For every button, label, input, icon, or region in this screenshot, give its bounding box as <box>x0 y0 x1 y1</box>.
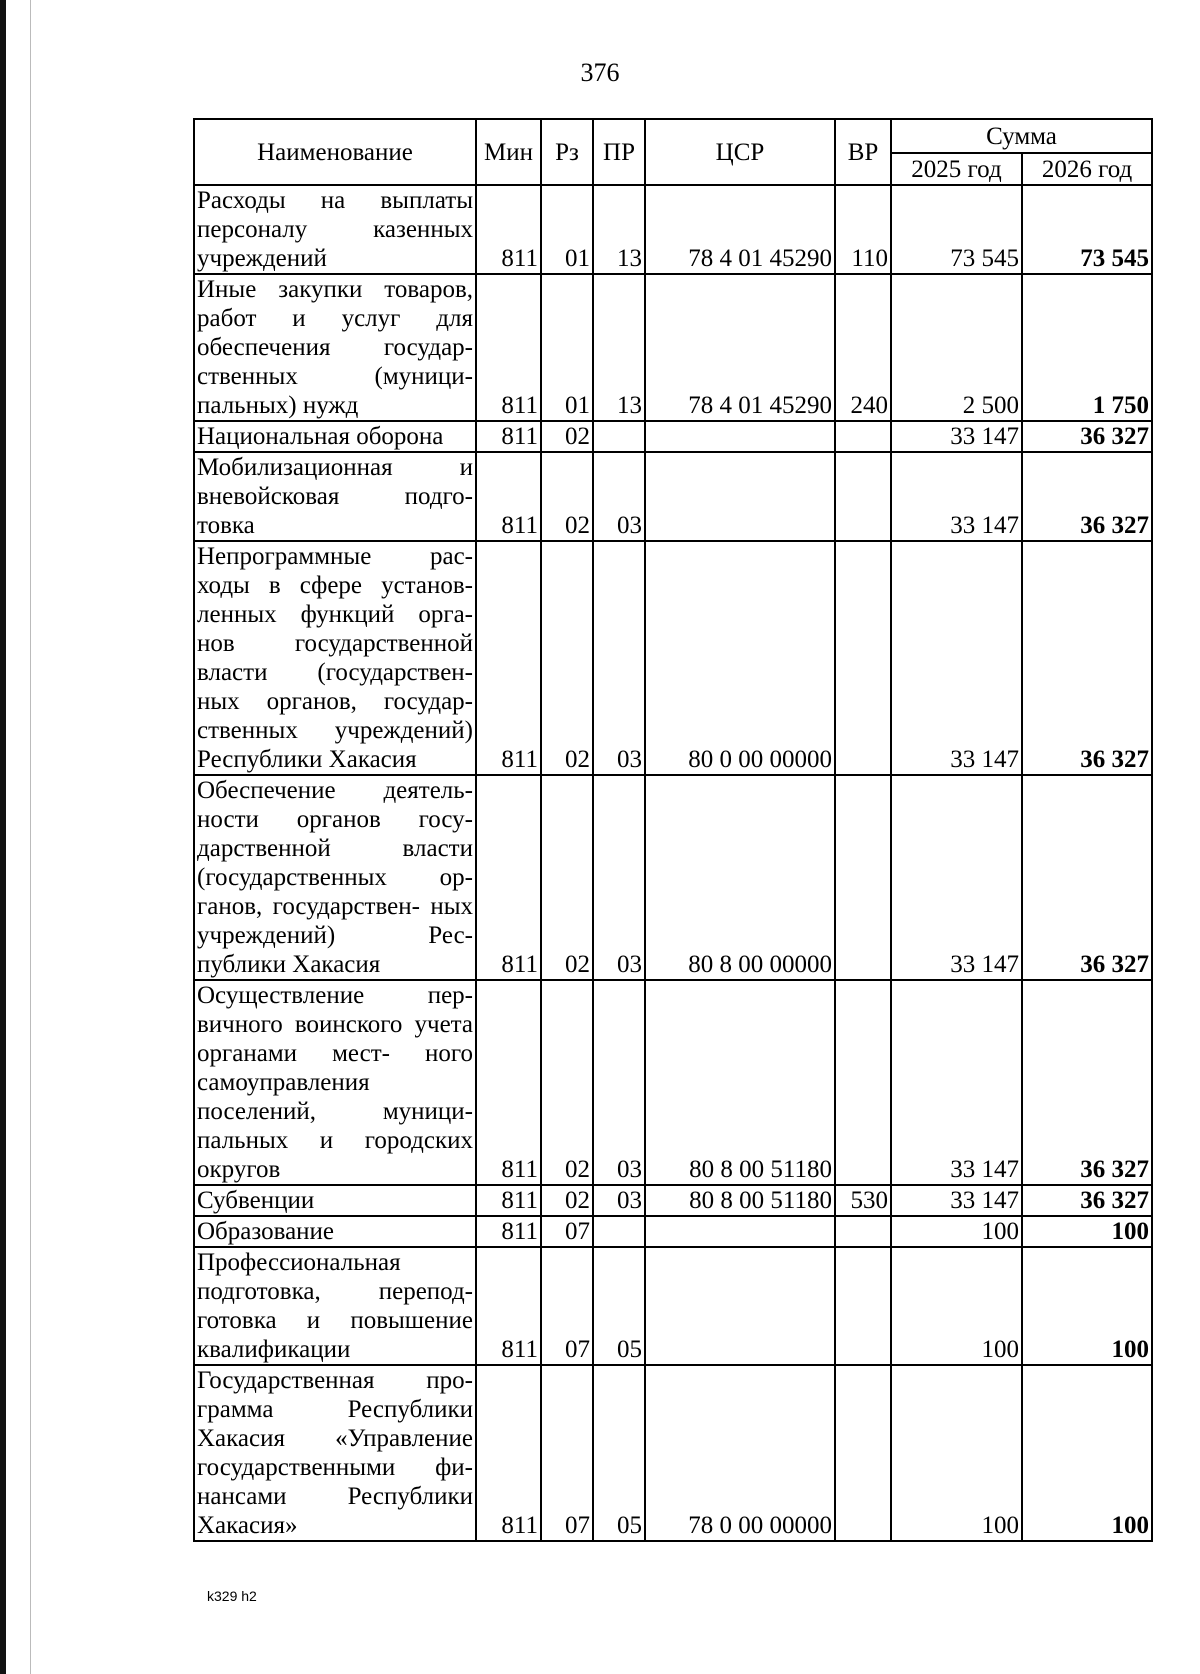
cell-2026: 100 <box>1022 1365 1152 1541</box>
cell-name: Непрограммные рас- ходы в сфере установ- ленных функций орга- нов государственной власти (государствен- ных органов, государ- ственных учреждений) Республики Хакасия <box>194 541 476 775</box>
header-vr: ВР <box>835 119 891 185</box>
cell-name: Государственная про- грамма Республики Хакасия «Управление государственными фи- нансами Республики Хакасия» <box>194 1365 476 1541</box>
cell-2026: 36 327 <box>1022 452 1152 541</box>
cell-pr <box>593 421 645 452</box>
budget-table <box>193 118 1153 1542</box>
cell-min: 811 <box>476 1216 541 1247</box>
cell-vr: 240 <box>835 274 891 421</box>
cell-pr: 03 <box>593 452 645 541</box>
cell-2026: 73 545 <box>1022 185 1152 274</box>
cell-name: Осуществление пер- вичного воинского учета органами мест- ного самоуправления поселений, муници- пальных и городских округов <box>194 980 476 1185</box>
cell-2025: 33 147 <box>891 421 1022 452</box>
cell-csr <box>645 452 835 541</box>
cell-name: Иные закупки товаров, работ и услуг для обеспечения государ- ственных (муници- пальных) нужд <box>194 274 476 421</box>
cell-rz: 07 <box>541 1365 593 1541</box>
header-row <box>194 119 1152 153</box>
footer-code: k329 h2 <box>207 1588 257 1604</box>
cell-min: 811 <box>476 185 541 274</box>
cell-rz: 01 <box>541 185 593 274</box>
cell-2026: 100 <box>1022 1216 1152 1247</box>
cell-csr: 80 0 00 00000 <box>645 541 835 775</box>
cell-pr: 03 <box>593 1185 645 1216</box>
table-row <box>194 452 1152 541</box>
cell-name: Мобилизационная и вневойсковая подго- товка <box>194 452 476 541</box>
cell-2025: 2 500 <box>891 274 1022 421</box>
cell-name: Образование <box>194 1216 476 1247</box>
scan-line <box>30 0 31 1674</box>
cell-vr <box>835 1247 891 1365</box>
cell-vr: 530 <box>835 1185 891 1216</box>
cell-vr <box>835 1365 891 1541</box>
cell-2025: 100 <box>891 1247 1022 1365</box>
cell-csr: 78 4 01 45290 <box>645 185 835 274</box>
cell-name: Национальная оборона <box>194 421 476 452</box>
table-row <box>194 274 1152 421</box>
cell-pr: 13 <box>593 274 645 421</box>
cell-pr: 03 <box>593 775 645 980</box>
cell-csr <box>645 421 835 452</box>
cell-vr <box>835 541 891 775</box>
cell-2025: 33 147 <box>891 980 1022 1185</box>
cell-pr: 05 <box>593 1365 645 1541</box>
cell-pr: 13 <box>593 185 645 274</box>
cell-pr: 05 <box>593 1247 645 1365</box>
cell-2025: 33 147 <box>891 452 1022 541</box>
cell-rz: 01 <box>541 274 593 421</box>
cell-2025: 100 <box>891 1216 1022 1247</box>
cell-vr: 110 <box>835 185 891 274</box>
table-row <box>194 1247 1152 1365</box>
header-pr: ПР <box>593 119 645 185</box>
cell-rz: 07 <box>541 1247 593 1365</box>
cell-name: Профессиональная подготовка, перепод- готовка и повышение квалификации <box>194 1247 476 1365</box>
cell-csr: 80 8 00 00000 <box>645 775 835 980</box>
cell-name: Субвенции <box>194 1185 476 1216</box>
cell-min: 811 <box>476 452 541 541</box>
page-number: 376 <box>580 58 620 87</box>
cell-min: 811 <box>476 775 541 980</box>
cell-vr <box>835 421 891 452</box>
cell-vr <box>835 980 891 1185</box>
cell-min: 811 <box>476 541 541 775</box>
header-sum: Сумма <box>891 119 1152 153</box>
table-row <box>194 185 1152 274</box>
cell-min: 811 <box>476 274 541 421</box>
cell-csr <box>645 1247 835 1365</box>
table-row <box>194 1365 1152 1541</box>
cell-name: Обеспечение деятель- ности органов госу- дарственной власти (государственных ор- ганов, государствен- ных учреждений) Рес- публики Хакасия <box>194 775 476 980</box>
cell-min: 811 <box>476 1365 541 1541</box>
cell-rz: 02 <box>541 541 593 775</box>
cell-2025: 33 147 <box>891 775 1022 980</box>
cell-min: 811 <box>476 980 541 1185</box>
cell-csr <box>645 1216 835 1247</box>
table-row <box>194 980 1152 1185</box>
table-body <box>194 185 1152 1541</box>
header-year-2026: 2026 год <box>1022 153 1152 185</box>
cell-min: 811 <box>476 1247 541 1365</box>
cell-csr: 78 0 00 00000 <box>645 1365 835 1541</box>
cell-csr: 80 8 00 51180 <box>645 1185 835 1216</box>
cell-min: 811 <box>476 421 541 452</box>
cell-vr <box>835 775 891 980</box>
table-row <box>194 1185 1152 1216</box>
cell-2025: 73 545 <box>891 185 1022 274</box>
cell-vr <box>835 1216 891 1247</box>
cell-rz: 07 <box>541 1216 593 1247</box>
table-row <box>194 775 1152 980</box>
cell-rz: 02 <box>541 775 593 980</box>
cell-pr: 03 <box>593 980 645 1185</box>
cell-pr <box>593 1216 645 1247</box>
cell-vr <box>835 452 891 541</box>
cell-2026: 36 327 <box>1022 421 1152 452</box>
table-row <box>194 1216 1152 1247</box>
cell-rz: 02 <box>541 1185 593 1216</box>
cell-min: 811 <box>476 1185 541 1216</box>
header-rz: Рз <box>541 119 593 185</box>
header-year-2025: 2025 год <box>891 153 1022 185</box>
cell-2026: 1 750 <box>1022 274 1152 421</box>
table-row <box>194 541 1152 775</box>
cell-pr: 03 <box>593 541 645 775</box>
cell-csr: 78 4 01 45290 <box>645 274 835 421</box>
cell-2025: 33 147 <box>891 1185 1022 1216</box>
cell-2026: 36 327 <box>1022 980 1152 1185</box>
table-row <box>194 421 1152 452</box>
cell-name: Расходы на выплаты персоналу казенных учреждений <box>194 185 476 274</box>
header-name: Наименование <box>194 119 476 185</box>
cell-csr: 80 8 00 51180 <box>645 980 835 1185</box>
cell-rz: 02 <box>541 980 593 1185</box>
header-csr: ЦСР <box>645 119 835 185</box>
cell-2026: 36 327 <box>1022 1185 1152 1216</box>
scan-edge <box>0 0 6 1674</box>
cell-rz: 02 <box>541 421 593 452</box>
cell-2026: 36 327 <box>1022 775 1152 980</box>
cell-2025: 100 <box>891 1365 1022 1541</box>
header-min: Мин <box>476 119 541 185</box>
cell-2026: 100 <box>1022 1247 1152 1365</box>
cell-rz: 02 <box>541 452 593 541</box>
cell-2026: 36 327 <box>1022 541 1152 775</box>
cell-2025: 33 147 <box>891 541 1022 775</box>
